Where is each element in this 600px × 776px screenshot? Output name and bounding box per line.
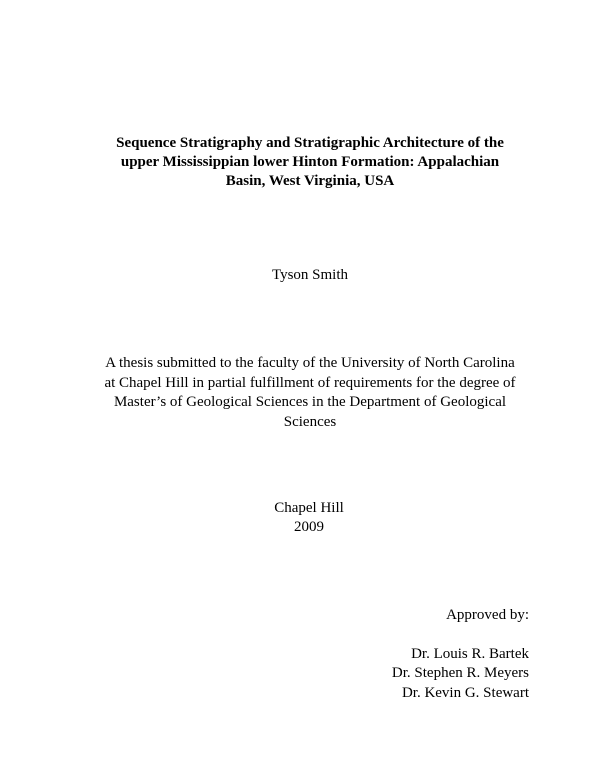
thesis-statement-line: A thesis submitted to the faculty of the University of North Carolina — [105, 355, 515, 371]
thesis-statement-line: at Chapel Hill in partial fulfillment of requirements for the degree of — [104, 374, 516, 391]
thesis-statement-line: Sciences — [283, 413, 337, 430]
approval-label: Approved by: — [446, 607, 529, 623]
approval-block — [392, 606, 529, 703]
thesis-title — [60, 134, 560, 191]
approver: Dr. Kevin G. Stewart — [401, 684, 529, 701]
year: 2009 — [294, 519, 324, 535]
thesis-statement — [60, 354, 560, 432]
place-and-year — [209, 499, 409, 537]
thesis-title-line: upper Mississippian lower Hinton Formation: Appalachian — [120, 154, 500, 170]
thesis-title-line: Sequence Stratigraphy and Stratigraphic Architecture of the — [116, 135, 504, 151]
thesis-statement-line: Master’s of Geological Sciences in the Department of Geological — [113, 394, 507, 410]
approver: Dr. Stephen R. Meyers — [391, 665, 529, 681]
author-name: Tyson Smith — [271, 267, 349, 283]
thesis-title-line: Basin, West Virginia, USA — [225, 173, 395, 189]
place: Chapel Hill — [274, 500, 344, 516]
approver: Dr. Louis R. Bartek — [411, 645, 529, 662]
